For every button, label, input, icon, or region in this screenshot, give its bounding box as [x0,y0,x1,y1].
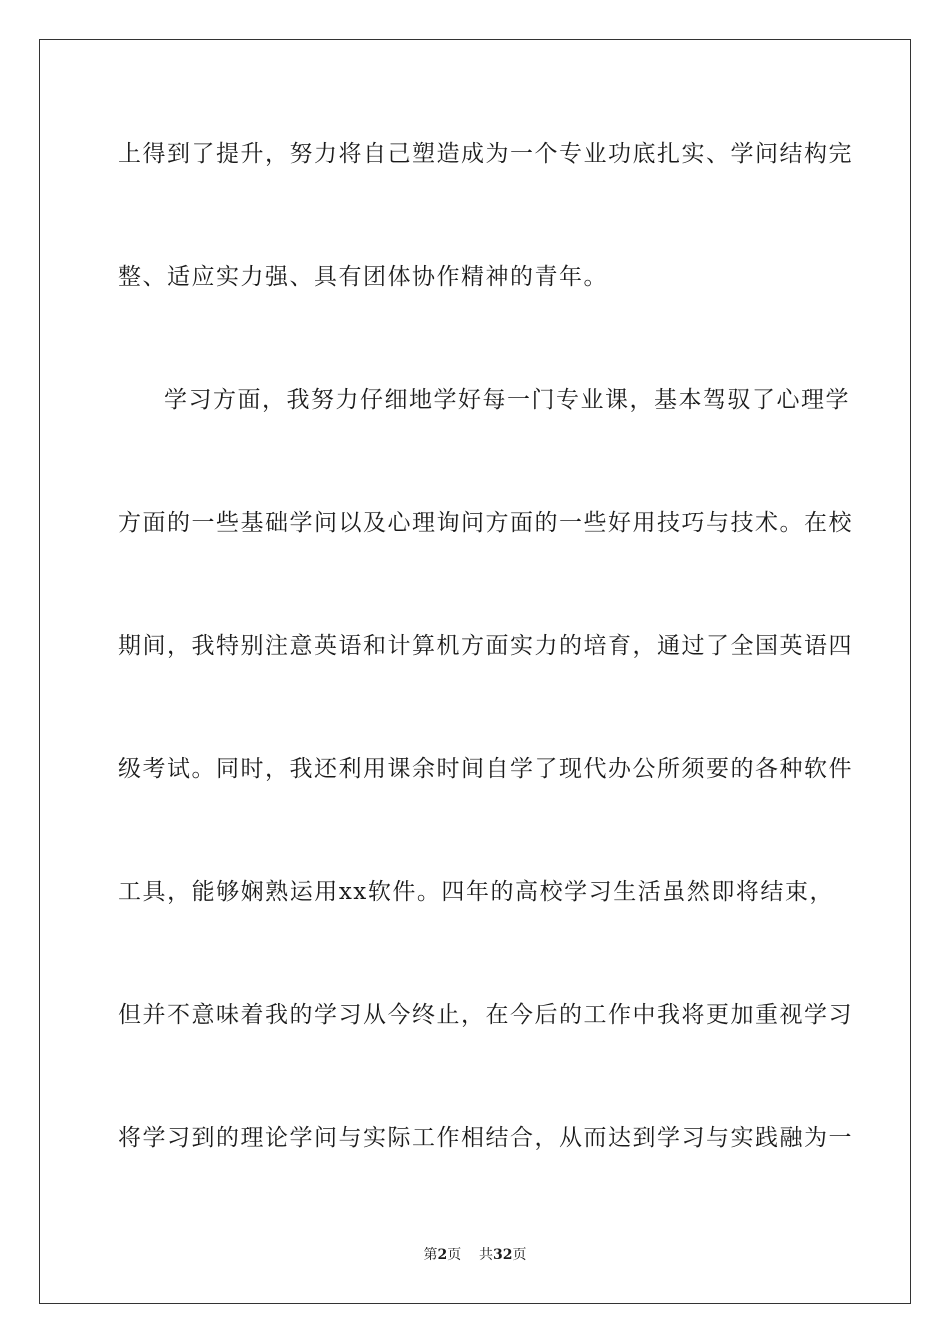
paragraph-line-3: 学习方面，我努力仔细地学好每一门专业课，基本驾驭了心理学 [164,387,850,413]
page-footer [0,1246,950,1264]
total-pages: 32 [493,1247,513,1263]
page-suffix: 页 [447,1247,462,1263]
page-prefix: 第 [423,1247,438,1263]
total-prefix: 共 [479,1247,494,1263]
paragraph-line-9: 将学习到的理论学问与实际工作相结合，从而达到学习与实践融为一 [118,1125,853,1151]
page-border [39,39,911,1304]
total-suffix: 页 [512,1247,527,1263]
paragraph-line-6: 级考试。同时，我还利用课余时间自学了现代办公所须要的各种软件 [118,756,853,782]
paragraph-line-2: 整、适应实力强、具有团体协作精神的青年。 [118,264,608,290]
paragraph-line-8: 但并不意味着我的学习从今终止，在今后的工作中我将更加重视学习 [118,1002,853,1028]
paragraph-line-7: 工具，能够娴熟运用xx软件。四年的高校学习生活虽然即将结束， [118,879,834,905]
page-number: 2 [437,1247,448,1263]
paragraph-line-1: 上得到了提升，努力将自己塑造成为一个专业功底扎实、学问结构完 [118,141,853,167]
paragraph-line-4: 方面的一些基础学问以及心理询问方面的一些好用技巧与技术。在校 [118,510,853,536]
paragraph-line-5: 期间，我特别注意英语和计算机方面实力的培育，通过了全国英语四 [118,633,853,659]
